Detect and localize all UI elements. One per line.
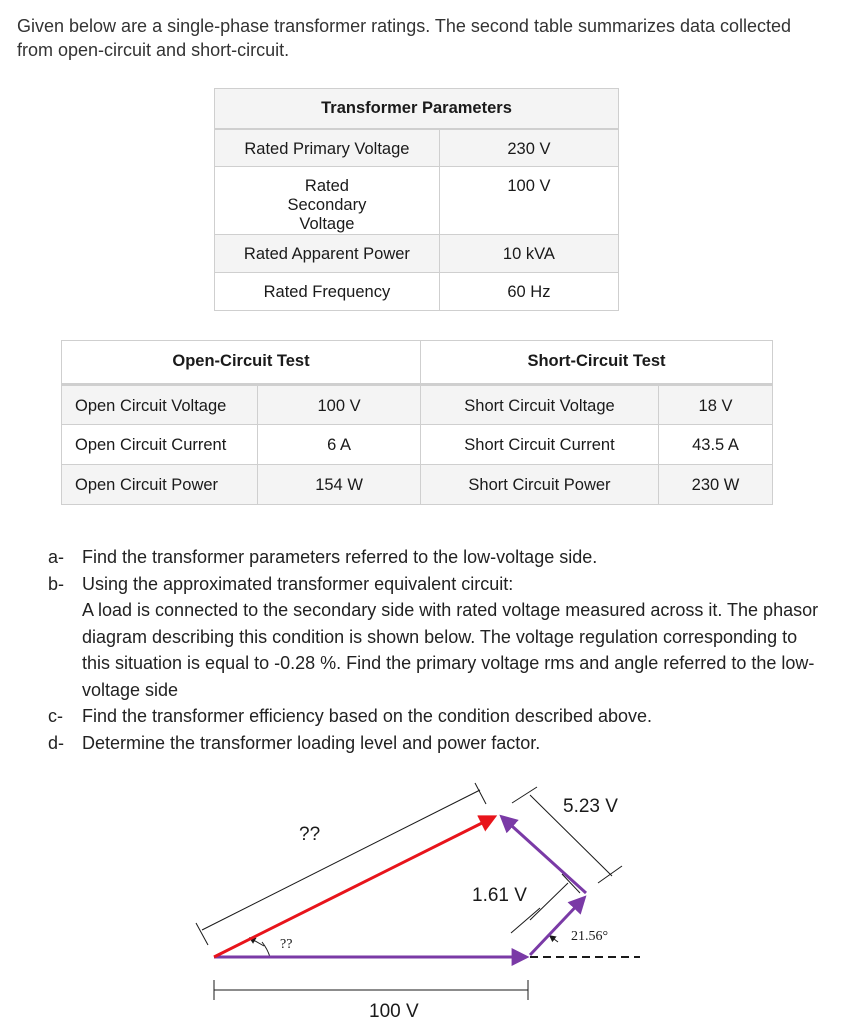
params-table-title: Transformer Parameters	[215, 89, 619, 129]
resistive-drop-phasor	[530, 898, 584, 955]
reactive-drop-label: 5.23 V	[563, 796, 618, 817]
oc-value: 6 A	[258, 425, 421, 465]
sc-label: Short Circuit Power	[421, 465, 659, 505]
primary-voltage-phasor	[214, 817, 494, 957]
sc-label: Short Circuit Voltage	[421, 385, 659, 425]
param-value: 10 kVA	[439, 235, 618, 273]
angle-label: ??	[280, 937, 293, 952]
sc-value: 230 W	[659, 465, 773, 505]
param-value: 60 Hz	[439, 273, 618, 311]
secondary-voltage-label: 100 V	[369, 1001, 419, 1022]
oc-value: 100 V	[258, 385, 421, 425]
question-marker: c-	[48, 706, 63, 726]
resistive-drop-label: 1.61 V	[472, 885, 527, 906]
question-text: Using the approximated transformer equivalent circuit:	[82, 573, 514, 594]
question-marker: b-	[48, 573, 65, 594]
oc-label: Open Circuit Current	[62, 425, 258, 465]
intro-text: Given below are a single-phase transformer ratings. The second table summarizes data collected from open-circuit and short-circuit.	[17, 16, 792, 60]
reactive-drop-phasor	[502, 817, 586, 893]
sc-label: Short Circuit Current	[421, 425, 659, 465]
question-b-detail: A load is connected to the secondary side with rated voltage measured across it. The phasor diagram describing this condition is shown below. The voltage regulation corresponding to this situation is equal to -0.28 %. Find the primary voltage rms and angle referred to the low-voltage side	[82, 600, 819, 700]
current-angle-label: 21.56°	[571, 929, 609, 944]
sc-value: 18 V	[659, 385, 773, 425]
param-label: Rated Frequency	[215, 273, 440, 311]
param-value: 100 V	[439, 167, 618, 235]
oc-label: Open Circuit Power	[62, 465, 258, 505]
param-label: Rated Secondary Voltage	[215, 167, 440, 235]
oc-test-title: Open-Circuit Test	[62, 341, 421, 385]
param-label: Rated Primary Voltage	[215, 129, 440, 167]
question-text: Find the transformer efficiency based on the condition described above.	[82, 706, 653, 726]
oc-label: Open Circuit Voltage	[62, 385, 258, 425]
param-label: Rated Apparent Power	[215, 235, 440, 273]
sc-value: 43.5 A	[659, 425, 773, 465]
param-value: 230 V	[439, 129, 618, 167]
sc-test-title: Short-Circuit Test	[421, 341, 773, 385]
question-marker: a-	[48, 547, 65, 567]
oc-value: 154 W	[258, 465, 421, 505]
question-text: Determine the transformer loading level and power factor.	[82, 732, 541, 753]
question-text: Find the transformer parameters referred to the low-voltage side.	[82, 547, 598, 567]
primary-voltage-label: ??	[299, 824, 321, 845]
question-marker: d-	[48, 732, 65, 753]
